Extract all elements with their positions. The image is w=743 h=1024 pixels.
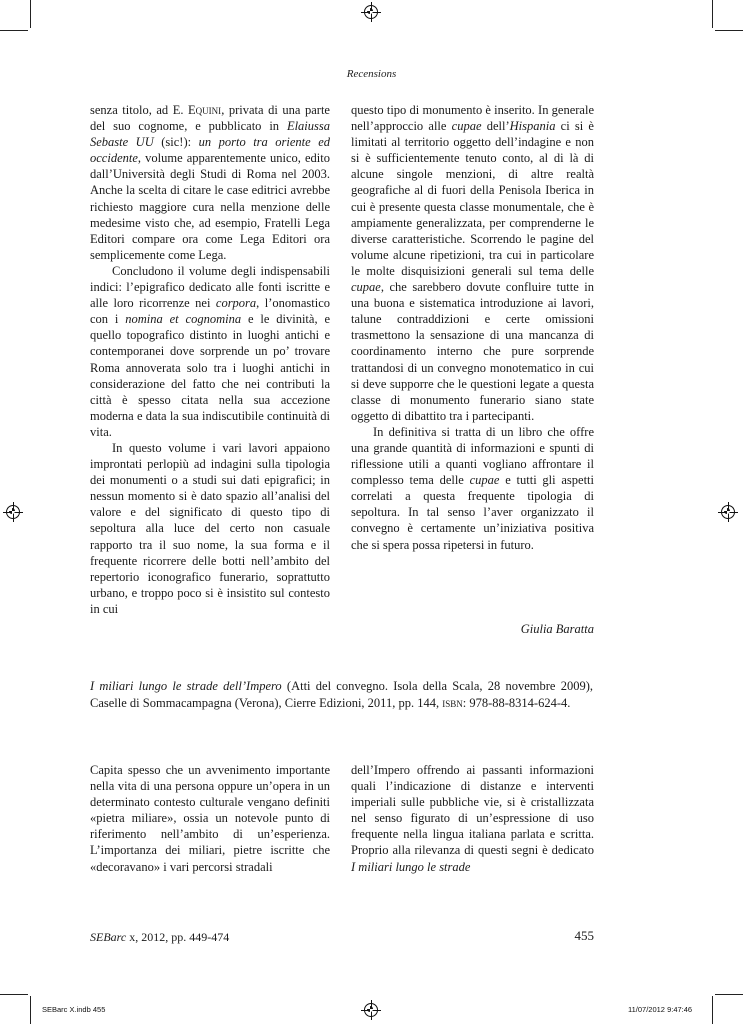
paragraph: In definitiva si tratta di un libro che offre una grande quantità di informazioni e spunti di riflessione utili a quanti vogliano affrontare il complesso tema delle cupae e tutti gli aspetti correlati a questa frequente tipologia di sepoltura. In tal senso l’aver organizzato il convegno è certamente un’iniziativa positiva che si spera possa ripetersi in futuro.	[351, 424, 595, 552]
slug-file: SEBarc X.indb 455	[42, 1005, 106, 1014]
column-left-lower	[90, 762, 330, 875]
crop-mark-bottom-left	[30, 996, 31, 1024]
column-right-lower	[351, 762, 594, 875]
slug-date: 11/07/2012 9:47:46	[628, 1005, 693, 1014]
paragraph: Capita spesso che un avvenimento importante nella vita di una persona oppure un’opera in un determinato contesto culturale vengano definiti «pietra miliare», ossia un notevole punto di riferimento nell’ambito di un’esperienza. L’importanza dei miliari, pietre iscritte che «decoravano» i vari percorsi stradali	[90, 763, 330, 874]
crop-mark-bottom-left-h	[0, 994, 28, 995]
column-right-upper	[351, 102, 594, 553]
crop-mark-top-left-h	[0, 30, 28, 31]
page-number: 455	[574, 928, 594, 943]
review-signature: Giulia Baratta	[520, 622, 594, 636]
bibliographic-entry: I miliari lungo le strade dell’Impero (Atti del convegno. Isola della Scala, 28 novembre 2009), Caselle di Sommacampagna (Verona), Cierre Edizioni, 2011, pp. 144, isbn: 978-88-8314-624-4.	[90, 679, 593, 710]
column-left-upper	[90, 102, 330, 617]
footer-citation: SEBarc x, 2012, pp. 449-474	[90, 930, 230, 944]
paragraph: dell’Impero offrendo ai passanti informazioni quali l’indicazione di distanze e interventi imperiali sulle pubbliche vie, si è cristallizzata nel senso figurato di un’espressione di uso frequente nella lingua italiana parlata e scritta. Proprio alla rilevanza di questi segni è dedicato I miliari lungo le strade	[351, 763, 594, 874]
paragraph: senza titolo, ad E. Equini, privata di una parte del suo cognome, e pubblicato in Elaiussa Sebaste UU (sic!): un porto tra oriente ed occidente, volume apparentemente unico, edito dall’Università degli Studi di Roma nel 2003. Anche la scelta di citare le case editrici avrebbe richiesto maggiore cura nella menzione delle medesime visto che, ad esempio, Fratelli Lega Editori compare ora come Lega Editori ora semplicemente come Lega.	[90, 103, 330, 262]
registration-mark-icon	[364, 5, 378, 19]
crop-mark-bottom-right	[712, 996, 713, 1024]
crop-mark-bottom-right-h	[715, 994, 743, 995]
cited-subtitle: un porto tra oriente ed occidente	[90, 135, 330, 166]
book-title: I miliari lungo le strade dell’Impero	[90, 679, 282, 693]
paragraph: Concludono il volume degli indispensabili indici: l’epigrafico dedicato alle fonti iscritte e alle loro ricorrenze nei corpora, l’onomastico con i nomina et cognomina e le divinità, e quello topografico distinto in luoghi antichi e contemporanei dove sorprende un po’ trovare Roma annoverata solo tra i luoghi antichi in considerazione del fatto che nei contributi la città è spesso citata nella sua accezione moderna e data la sua indiscutibile continuità di vita.	[90, 263, 331, 439]
registration-mark-icon	[6, 505, 20, 519]
paragraph: questo tipo di monumento è inserito. In generale nell’approccio alle cupae dell’Hispania ci si è limitati al territorio oggetto dell’indagine e non si è sufficientemente tenuto conto, al di là di alcune singole menzioni, di altre realtà geografiche al di fuori della Penisola Iberica in cui è presente questa classe monumentale, che è ampiamente generalizzata, per comprenderne le diverse caratteristiche. Scorrendo le pagine del volume alcune ripetizioni, tra cui in particolare le molte disquisizioni generali sul tema delle cupae, che sarebbero dovute confluire tutte in una buona e sistematica introduzione ai lavori, talune contraddizioni e certe omissioni trasmettono la sensazione di una mancanza di coordinamento interno che pure sorprende trattandosi di un convegno monotematico in cui si deve supporre che le questioni legate a questa classe di monumento funerario siano state oggetto di dibattito tra i partecipanti.	[351, 103, 594, 423]
crop-mark-top-right	[712, 0, 713, 28]
crop-mark-top-right-h	[715, 30, 743, 31]
paragraph: In questo volume i vari lavori appaiono improntati perlopiù ad indagini sulla tipologia dei monumenti o a studi sui dati epigrafici; in nessun momento si è dato spazio all’analisi del valore e del significato di questo tipo di sepoltura alla luce del certo non casuale rapporto tra il suo nome, la sua forma e il frequente ricorrere delle botti nell’ambito del repertorio iconografico funerario, soprattutto urbano, e troppo poco si è insistito sul contesto in cui	[90, 440, 330, 616]
cited-title: Elaiussa Sebaste UU	[90, 119, 330, 150]
author-name: Equini	[188, 103, 222, 117]
crop-mark-top-left	[30, 0, 31, 28]
registration-mark-icon	[721, 505, 735, 519]
registration-mark-icon	[364, 1003, 378, 1017]
running-head: Recensions	[346, 68, 397, 80]
